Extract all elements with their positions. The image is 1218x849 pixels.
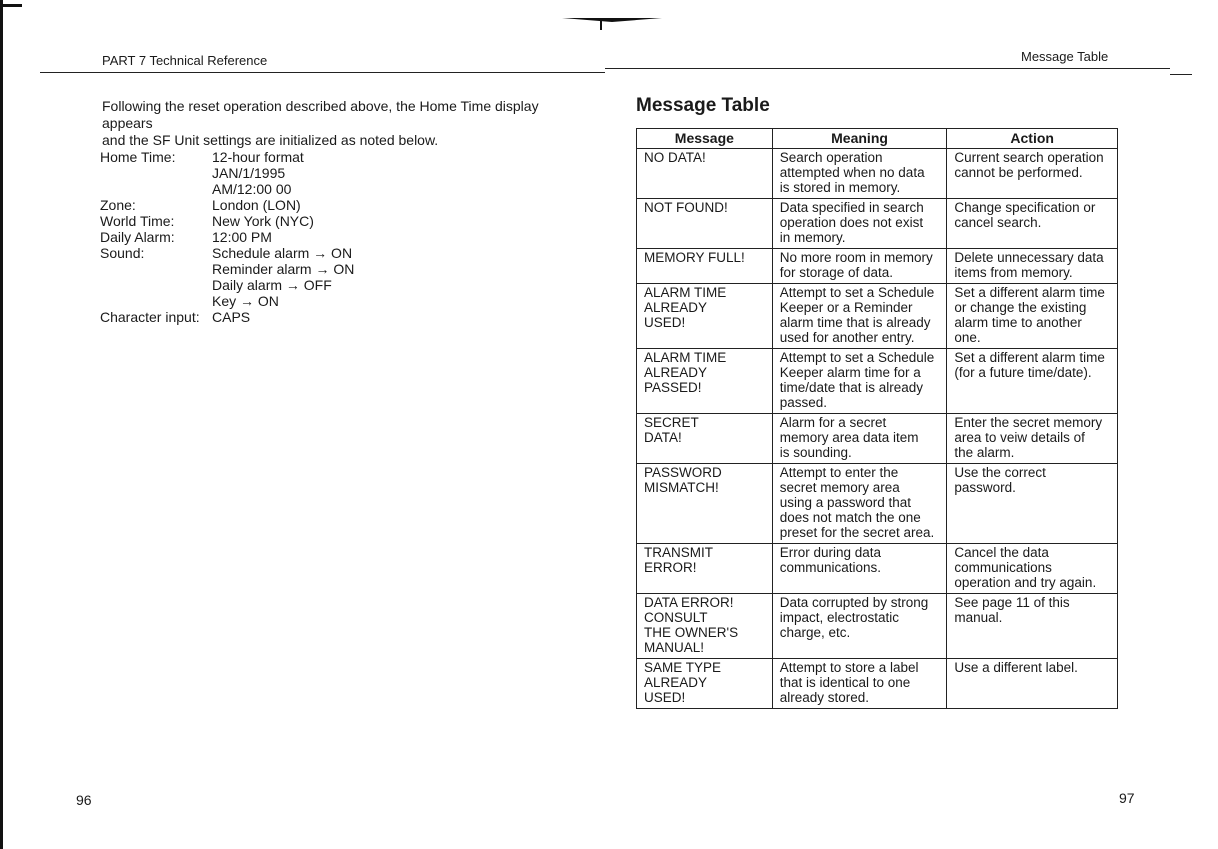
meaning-cell: Error during data communications. (772, 544, 947, 594)
column-header-meaning: Meaning (772, 129, 947, 149)
setting-value: AM/12:00 00 (212, 181, 292, 197)
setting-value: London (LON) (212, 197, 301, 213)
table-row (637, 594, 1118, 659)
message-cell: NO DATA! (637, 149, 773, 199)
message-cell: SAME TYPE ALREADY USED! (637, 659, 773, 709)
action-cell: See page 11 of this manual. (947, 594, 1118, 659)
message-cell: SECRET DATA! (637, 414, 773, 464)
setting-value: Key → ON (212, 293, 279, 309)
column-header-action: Action (947, 129, 1118, 149)
table-row (637, 149, 1118, 199)
reset-settings-list (100, 149, 354, 325)
right-margin-mark (1170, 74, 1192, 75)
column-header-message: Message (637, 129, 773, 149)
left-header-rule (40, 72, 605, 73)
action-cell: Use a different label. (947, 659, 1118, 709)
center-fold-mark (562, 18, 662, 22)
intro-paragraph (102, 98, 592, 149)
setting-label: Home Time: (100, 149, 176, 165)
right-header-rule (605, 68, 1170, 69)
action-cell: Current search operation cannot be performed. (947, 149, 1118, 199)
corner-crop-mark (0, 4, 22, 7)
table-row (637, 249, 1118, 284)
table-row (637, 544, 1118, 594)
table-header-row (637, 129, 1118, 149)
message-cell: DATA ERROR! CONSULT THE OWNER'S MANUAL! (637, 594, 773, 659)
setting-label: Sound: (100, 245, 145, 261)
setting-value: Schedule alarm → ON (212, 245, 353, 261)
action-cell: Set a different alarm time or change the existing alarm time to another one. (947, 284, 1118, 349)
setting-label: Zone: (100, 197, 136, 213)
table-row (637, 464, 1118, 544)
action-cell: Enter the secret memory area to veiw details of the alarm. (947, 414, 1118, 464)
message-cell: ALARM TIME ALREADY USED! (637, 284, 773, 349)
setting-character-input (100, 309, 354, 325)
intro-line-1: Following the reset operation described above, the Home Time display appears (102, 98, 539, 131)
action-cell: Use the correct password. (947, 464, 1118, 544)
setting-label: Daily Alarm: (100, 229, 175, 245)
right-page-number: 97 (1119, 790, 1135, 806)
intro-line-2: and the SF Unit settings are initialized as noted below. (102, 132, 439, 148)
meaning-cell: Attempt to set a Schedule Keeper alarm time for a time/date that is already passed. (772, 349, 947, 414)
table-row (637, 414, 1118, 464)
message-table-title: Message Table (636, 95, 770, 116)
right-page-header: Message Table (1021, 49, 1109, 64)
setting-value: Daily alarm → OFF (212, 277, 332, 293)
setting-value: New York (NYC) (212, 213, 314, 229)
setting-value: 12-hour format (212, 149, 304, 165)
action-cell: Cancel the data communications operation and try again. (947, 544, 1118, 594)
setting-value: Reminder alarm → ON (212, 261, 355, 277)
setting-sound (100, 245, 354, 309)
setting-daily-alarm (100, 229, 354, 245)
table-row (637, 659, 1118, 709)
meaning-cell: Data specified in search operation does not exist in memory. (772, 199, 947, 249)
table-row (637, 349, 1118, 414)
left-page-header: PART 7 Technical Reference (102, 53, 268, 68)
meaning-cell: Attempt to enter the secret memory area using a password that does not match the one preset for the secret area. (772, 464, 947, 544)
setting-world-time (100, 213, 354, 229)
setting-home-time (100, 149, 354, 197)
left-page-number: 96 (76, 792, 92, 808)
meaning-cell: Search operation attempted when no data is stored in memory. (772, 149, 947, 199)
meaning-cell: Alarm for a secret memory area data item is sounding. (772, 414, 947, 464)
setting-label: Character input: (100, 309, 200, 325)
meaning-cell: Attempt to set a Schedule Keeper or a Reminder alarm time that is already used for another entry. (772, 284, 947, 349)
setting-zone (100, 197, 354, 213)
action-cell: Delete unnecessary data items from memory. (947, 249, 1118, 284)
setting-value: JAN/1/1995 (212, 165, 286, 181)
message-cell: PASSWORD MISMATCH! (637, 464, 773, 544)
setting-label: World Time: (100, 213, 175, 229)
meaning-cell: Attempt to store a label that is identical to one already stored. (772, 659, 947, 709)
setting-value: 12:00 PM (212, 229, 272, 245)
setting-value: CAPS (212, 309, 251, 325)
action-cell: Set a different alarm time (for a future time/date). (947, 349, 1118, 414)
meaning-cell: No more room in memory for storage of data. (772, 249, 947, 284)
table-row (637, 199, 1118, 249)
action-cell: Change specification or cancel search. (947, 199, 1118, 249)
meaning-cell: Data corrupted by strong impact, electrostatic charge, etc. (772, 594, 947, 659)
message-cell: NOT FOUND! (637, 199, 773, 249)
message-cell: ALARM TIME ALREADY PASSED! (637, 349, 773, 414)
table-row (637, 284, 1118, 349)
message-cell: MEMORY FULL! (637, 249, 773, 284)
page-binding-edge (0, 0, 3, 849)
message-cell: TRANSMIT ERROR! (637, 544, 773, 594)
message-table (636, 128, 1118, 709)
center-fold-mark-tail (600, 20, 602, 30)
